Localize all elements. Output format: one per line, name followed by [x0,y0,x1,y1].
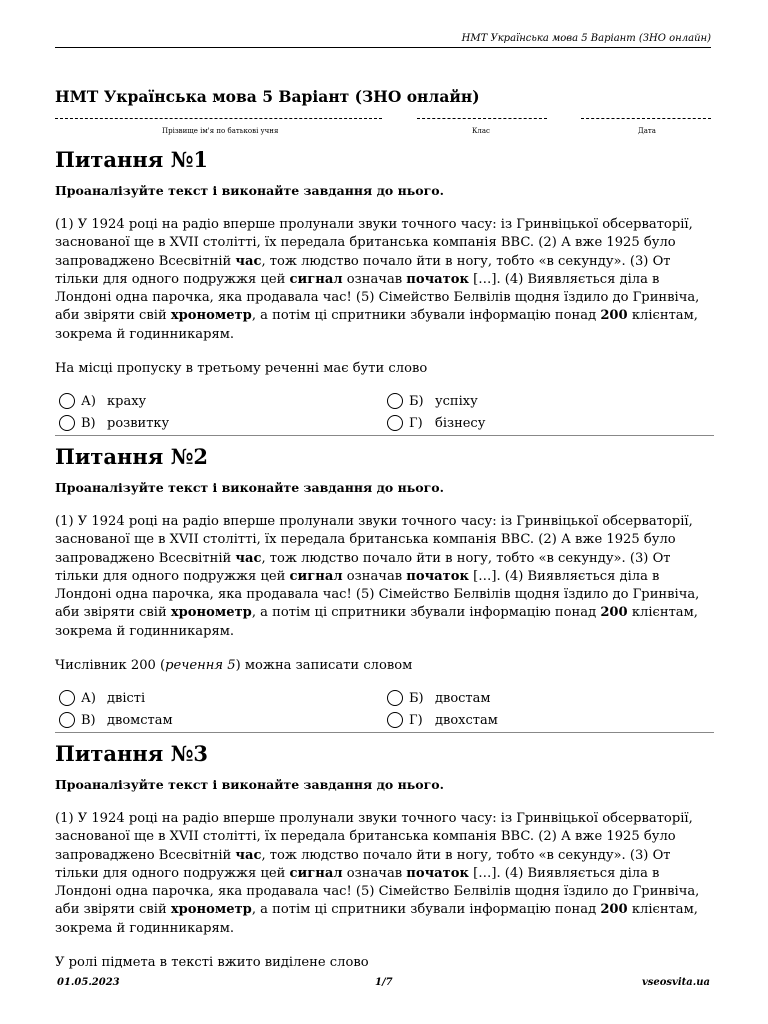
footer-date: 01.05.2023 [57,977,120,988]
option-g[interactable]: Г) двохстам [383,709,498,731]
question-divider [55,732,714,733]
radio-button-icon[interactable] [387,393,403,409]
question-instruction: Проаналізуйте текст і виконайте завдання до нього. [55,480,444,495]
question-title: Питання №3 [55,741,209,766]
question-title: Питання №2 [55,444,209,469]
answer-options [55,687,715,733]
question-text: (1) У 1924 році на радіо вперше пролунали звуки точного часу: із Гринвіцької обсерваторії, заснованої ще в XVII столітті, їх передала британська компанія BBC. (2) А вже 1925 було запроваджено Всесвітній час, тож людство почало йти в ногу, тобто «в секунду». (3) От тільки для одного подружжя цей сигнал означав початок […]. (4) Виявляється діла в Лондоні одна парочка, яка продавала час! (5) Сімейство Белвілів щодня їздило до Гринвіча, аби звіряти свій хронометр, а потім ці спритники збували інформацію понад 200 клієнтам, зокрема й годинникарям. [55,811,700,936]
option-a[interactable]: А) двісті [55,687,145,709]
date-field-label: Дата [638,127,656,135]
question-2 [55,443,715,733]
question-1 [55,146,715,436]
question-text: (1) У 1924 році на радіо вперше пролунали звуки точного часу: із Гринвіцької обсерваторії, заснованої ще в XVII столітті, їх передала британська компанія BBC. (2) А вже 1925 було запроваджено Всесвітній час, тож людство почало йти в ногу, тобто «в секунду». (3) От тільки для одного подружжя цей сигнал означав початок […]. (4) Виявляється діла в Лондоні одна парочка, яка продавала час! (5) Сімейство Белвілів щодня їздило до Гринвіча, аби звіряти свій хронометр, а потім ці спритники збували інформацію понад 200 клієнтам, зокрема й годинникарям. [55,514,700,639]
option-b[interactable]: Б) двостам [383,687,491,709]
question-instruction: Проаналізуйте текст і виконайте завдання до нього. [55,777,444,792]
question-prompt: Числівник 200 (речення 5) можна записати словом [55,658,413,674]
question-3 [55,740,715,972]
option-v[interactable]: В) розвитку [55,412,169,434]
name-field-line[interactable] [55,118,382,119]
footer-site-link[interactable]: vseosvita.ua [641,977,710,988]
running-header: НМТ Українська мова 5 Варіант (ЗНО онлайн) [461,33,711,44]
radio-button-icon[interactable] [387,712,403,728]
question-prompt: У ролі підмета в тексті вжито виділене слово [55,955,369,971]
name-field-label: Прізвище ім'я по батькові учня [162,127,279,135]
question-instruction: Проаналізуйте текст і виконайте завдання до нього. [55,183,444,198]
question-title: Питання №1 [55,147,209,172]
answer-options [55,390,715,436]
class-field-label: Клас [472,127,490,135]
date-field-line[interactable] [581,118,711,119]
option-b[interactable]: Б) успіху [383,390,478,412]
radio-button-icon[interactable] [59,393,75,409]
option-v[interactable]: В) двомстам [55,709,173,731]
question-text: (1) У 1924 році на радіо вперше пролунали звуки точного часу: із Гринвіцької обсерваторії, заснованої ще в XVII столітті, їх передала британська компанія BBC. (2) А вже 1925 було запроваджено Всесвітній час, тож людство почало йти в ногу, тобто «в секунду». (3) От тільки для одного подружжя цей сигнал означав початок […]. (4) Виявляється діла в Лондоні одна парочка, яка продавала час! (5) Сімейство Белвілів щодня їздило до Гринвіча, аби звіряти свій хронометр, а потім ці спритники збували інформацію понад 200 клієнтам, зокрема й годинникарям. [55,217,700,342]
radio-button-icon[interactable] [59,712,75,728]
question-prompt: На місці пропуску в третьому реченні має бути слово [55,361,428,377]
footer-page-number: 1/7 [375,977,393,988]
option-a[interactable]: А) краху [55,390,146,412]
option-g[interactable]: Г) бізнесу [383,412,485,434]
radio-button-icon[interactable] [59,690,75,706]
header-rule [55,47,711,48]
radio-button-icon[interactable] [387,415,403,431]
radio-button-icon[interactable] [387,690,403,706]
document-title: НМТ Українська мова 5 Варіант (ЗНО онлайн) [55,87,480,106]
class-field-line[interactable] [417,118,547,119]
radio-button-icon[interactable] [59,415,75,431]
question-divider [55,435,714,436]
